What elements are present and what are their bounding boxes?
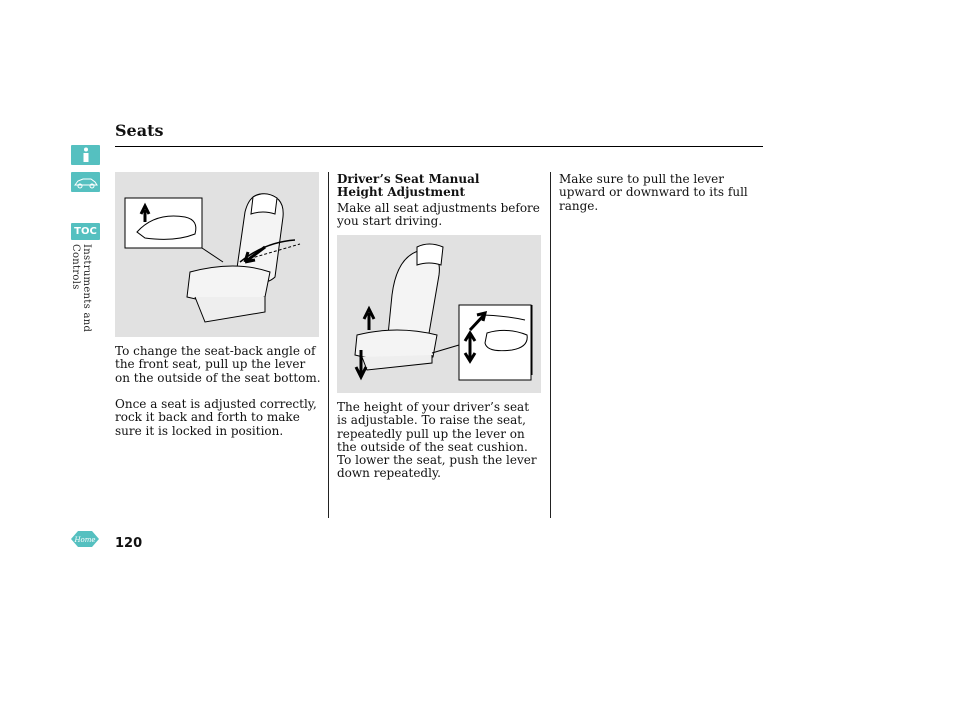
- home-button[interactable]: [70, 530, 100, 548]
- column-divider: [550, 172, 551, 518]
- section-heading: [337, 173, 542, 199]
- home-label: Home: [74, 536, 96, 544]
- seat-height-lever-illustration: [337, 235, 541, 393]
- seat-height-figure: [337, 235, 541, 393]
- column2-para2: To lower the seat, push the lever down repeatedly.: [337, 453, 537, 481]
- page-title: Seats: [115, 121, 164, 140]
- heading-line-1: Driver’s Seat Manual: [337, 172, 480, 186]
- toc-button[interactable]: TOC: [71, 223, 100, 240]
- chapter-label: Instruments and Controls: [70, 244, 92, 333]
- title-rule: [115, 146, 763, 147]
- column1-para2: Once a seat is adjusted correctly, rock it back and forth to make sure it is locked in position.: [115, 397, 317, 438]
- heading-line-2: Height Adjustment: [337, 185, 466, 199]
- car-icon[interactable]: [71, 172, 100, 192]
- column2-intro: Make all seat adjustments before you start driving.: [337, 201, 540, 229]
- column-divider: [328, 172, 329, 518]
- seat-back-figure: [115, 172, 319, 337]
- column1-para1: To change the seat-back angle of the front seat, pull up the lever on the outside of the seat bottom.: [115, 344, 321, 385]
- column3-para1: Make sure to pull the lever upward or downward to its full range.: [559, 172, 748, 213]
- page-number: 120: [115, 536, 143, 551]
- column2-para1: The height of your driver’s seat is adjustable. To raise the seat, repeatedly pull up the lever on the outside of the seat cushion.: [337, 400, 530, 455]
- home-icon: [70, 530, 100, 548]
- seat-back-recline-illustration: [115, 172, 319, 337]
- info-icon[interactable]: [71, 145, 100, 165]
